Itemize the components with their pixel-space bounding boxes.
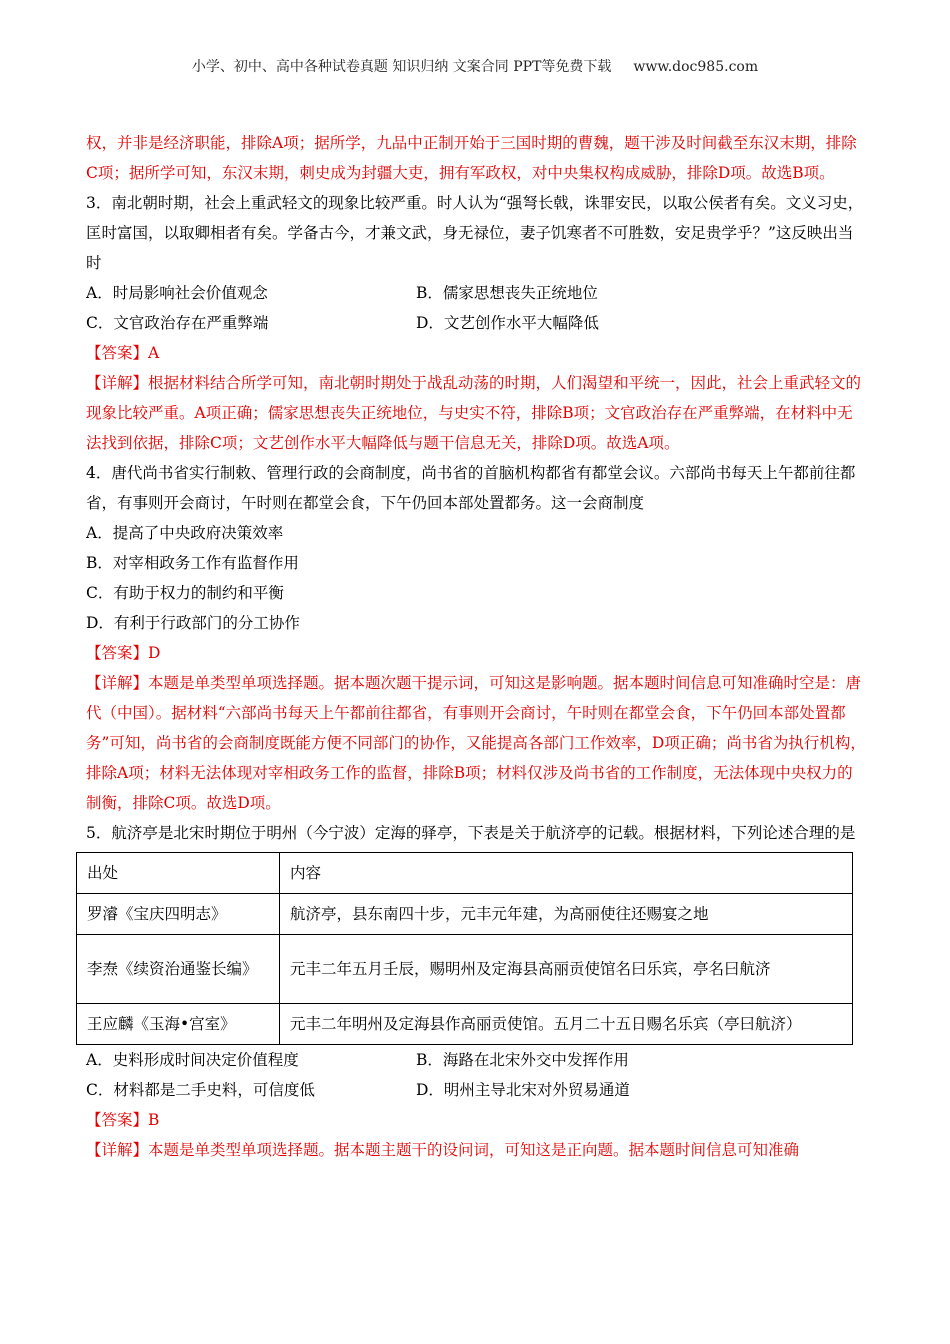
question-5-answer: 【答案】B — [86, 1111, 160, 1129]
question-3-stem: 3．南北朝时期，社会上重武轻文的现象比较严重。时人认为“强弩长戟，诛罪安民，以取公侯者有矣。文义习史，匡时富国，以取卿相者有矣。学备古今，才兼文武，身无禄位，妻子饥寒者不可胜数，安足贵学乎？”这反映出当时 — [86, 194, 864, 272]
question-4-explanation: 【详解】本题是单类型单项选择题。据本题次题干提示词，可知这是影响题。据本题时间信息可知准确时空是：唐代（中国）。据材料“六部尚书每天上午都前往都省，有事则开会商讨，午时则在都堂会食，下午仍回本部处置都务”可知，尚书省的会商制度既能方便不同部门的协作，又能提高各部门工作效率，D项正确；尚书省为执行机构，排除A项；材料无法体现对宰相政务工作的监督，排除B项；材料仅涉及尚书省的工作制度，无法体现中央权力的制衡，排除C项。故选D项。 — [86, 674, 866, 812]
source-table — [76, 852, 853, 1045]
question-3-answer: 【答案】A — [86, 344, 160, 362]
question-3-options — [86, 278, 866, 338]
question-5-options — [86, 1045, 866, 1105]
question-5-explanation: 【详解】本题是单类型单项选择题。据本题主题干的设问词，可知这是正向题。据本题时间信息可知准确 — [86, 1141, 800, 1159]
question-3-explanation: 【详解】根据材料结合所学可知，南北朝时期处于战乱动荡的时期，人们渴望和平统一，因此，社会上重武轻文的现象比较严重。A项正确；儒家思想丧失正统地位，与史实不符，排除B项；文官政治存在严重弊端，在材料中无法找到依据，排除C项；文艺创作水平大幅降低与题干信息无关，排除D项。故选A项。 — [86, 374, 862, 452]
question-3-option-d[interactable]: D．文艺创作水平大幅降低 — [416, 314, 599, 332]
table-row — [77, 1004, 853, 1045]
header-text: 小学、初中、高中各种试卷真题 知识归纳 文案合同 PPT等免费下载 — [191, 59, 612, 75]
question-4-options — [86, 518, 866, 638]
table-cell-source: 王应麟《玉海•宫室》 — [77, 1004, 280, 1045]
page-header — [0, 56, 950, 76]
question-3-option-c[interactable]: C．文官政治存在严重弊端 — [86, 314, 269, 332]
question-4-option-b[interactable]: B．对宰相政务工作有监督作用 — [86, 554, 299, 572]
question-3-option-a[interactable]: A．时局影响社会价值观念 — [86, 284, 268, 302]
table-cell-source: 罗濬《宝庆四明志》 — [77, 894, 280, 935]
document-body — [86, 128, 866, 1165]
question-5-option-b[interactable]: B．海路在北宋外交中发挥作用 — [416, 1051, 629, 1069]
table-row — [77, 894, 853, 935]
question-5-stem: 5．航济亭是北宋时期位于明州（今宁波）定海的驿亭，下表是关于航济亭的记载。根据材料，下列论述合理的是 — [86, 824, 856, 842]
question-5-option-d[interactable]: D．明州主导北宋对外贸易通道 — [416, 1081, 630, 1099]
question-4-option-a[interactable]: A．提高了中央政府决策效率 — [86, 524, 284, 542]
table-header-row — [77, 853, 853, 894]
question-4-option-d[interactable]: D．有利于行政部门的分工协作 — [86, 614, 300, 632]
question-5-option-c[interactable]: C．材料都是二手史料，可信度低 — [86, 1081, 315, 1099]
table-header-content: 内容 — [280, 853, 853, 894]
question-5-option-a[interactable]: A．史料形成时间决定价值程度 — [86, 1051, 299, 1069]
table-cell-content: 元丰二年五月壬辰，赐明州及定海县高丽贡使馆名曰乐宾，亭名曰航济 — [280, 935, 853, 1004]
table-cell-content: 航济亭，县东南四十步，元丰元年建，为高丽使往还赐宴之地 — [280, 894, 853, 935]
question-4-stem: 4．唐代尚书省实行制敕、管理行政的会商制度，尚书省的首脑机构都省有都堂会议。六部尚书每天上午都前往都省，有事则开会商讨，午时则在都堂会食，下午仍回本部处置都务。这一会商制度 — [86, 464, 856, 512]
header-site-link[interactable]: www.doc985.com — [633, 59, 759, 75]
previous-explanation-continuation: 权，并非是经济职能，排除A项；据所学，九品中正制开始于三国时期的曹魏，题干涉及时间截至东汉末期，排除C项；据所学可知，东汉末期，刺史成为封疆大吏，拥有军政权，对中央集权构成威胁，排除D项。故选B项。 — [86, 134, 857, 182]
table-cell-source: 李焘《续资治通鉴长编》 — [77, 935, 280, 1004]
table-header-source: 出处 — [77, 853, 280, 894]
table-row — [77, 935, 853, 1004]
table-cell-content: 元丰二年明州及定海县作高丽贡使馆。五月二十五日赐名乐宾（亭曰航济） — [280, 1004, 853, 1045]
question-3-option-b[interactable]: B．儒家思想丧失正统地位 — [416, 284, 598, 302]
question-4-answer: 【答案】D — [86, 644, 161, 662]
question-4-option-c[interactable]: C．有助于权力的制约和平衡 — [86, 584, 284, 602]
